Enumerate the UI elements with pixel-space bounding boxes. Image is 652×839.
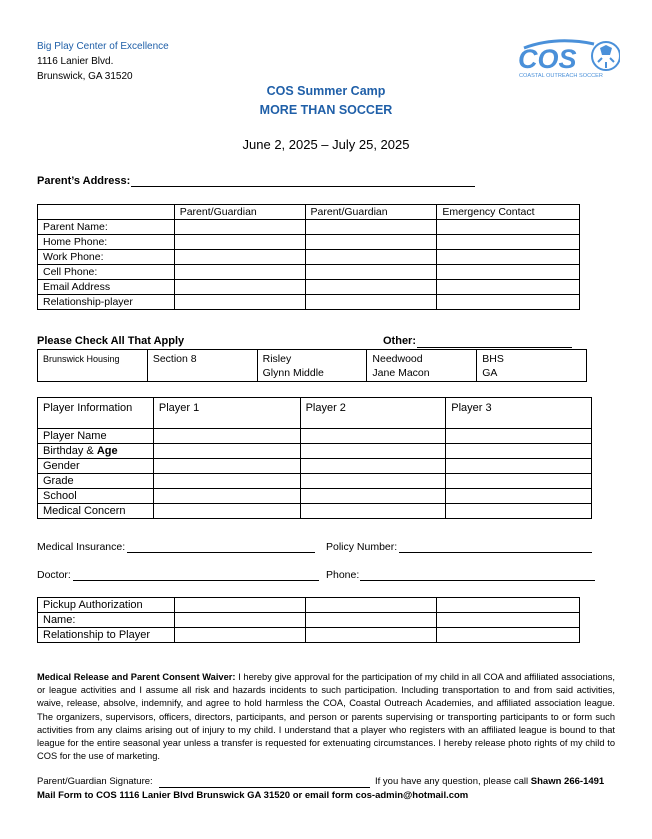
check-label: Please Check All That Apply <box>37 335 185 347</box>
other-line[interactable] <box>417 346 572 348</box>
input-cell[interactable] <box>437 250 580 265</box>
table-row <box>38 598 580 613</box>
input-cell[interactable] <box>300 504 446 519</box>
table-header: Parent/Guardian <box>174 205 305 220</box>
input-cell[interactable] <box>305 220 437 235</box>
option-label: Jane Macon <box>372 367 430 379</box>
signature-label: Parent/Guardian Signature: <box>37 776 153 787</box>
input-cell[interactable] <box>153 474 300 489</box>
input-cell[interactable] <box>300 429 446 444</box>
policy-label: Policy Number: <box>326 541 398 553</box>
doctor-label: Doctor: <box>37 569 71 581</box>
logo-subtext: COASTAL OUTREACH SOCCER <box>519 73 603 79</box>
cos-logo <box>516 38 620 80</box>
input-cell[interactable] <box>174 235 305 250</box>
org-city: Brunswick, GA 31520 <box>37 71 133 82</box>
input-cell[interactable] <box>174 628 305 643</box>
input-cell[interactable] <box>174 598 305 613</box>
table-header: Player Information <box>38 398 154 429</box>
option-label: GA <box>482 367 498 379</box>
input-cell[interactable] <box>437 295 580 310</box>
logo-text: COS <box>518 44 577 74</box>
table-row <box>38 628 580 643</box>
row-label: Cell Phone: <box>38 265 175 280</box>
check-option-brunswick-housing[interactable] <box>38 350 148 382</box>
row-label: Player Name <box>38 429 154 444</box>
input-cell[interactable] <box>174 250 305 265</box>
input-cell[interactable] <box>305 628 437 643</box>
insurance-label: Medical Insurance: <box>37 541 126 553</box>
input-cell[interactable] <box>153 459 300 474</box>
row-label: Medical Concern <box>38 504 154 519</box>
table-row <box>38 613 580 628</box>
parent-address-label: Parent’s Address: <box>37 175 131 187</box>
option-label: Glynn Middle <box>262 367 324 379</box>
input-cell[interactable] <box>437 598 580 613</box>
table-row <box>38 489 592 504</box>
waiver-body: I hereby give approval for the participation of my child in all COA and affiliated associations, or league activities and I assume all risk and hazards incidents to such participation. Including transportation to and from said activities, waive, release, absolve, indemnify, and agree to hold harmless the COA, Coastal Outreach Academies, and affiliated association league. The organizers, supervisors, officers, directors, participants, and person or parents supervising or transporting participants to or form such activities from any claims arising out of injury to my child. I understand that a player who registers with an affiliated league is bound to that league for the entire seasonal year unless a transfer is requested for extenuating circumstances. I hereby release photo rights of my child to COS for the use of marketing. <box>37 672 616 762</box>
input-cell[interactable] <box>437 265 580 280</box>
doctor-line[interactable] <box>73 579 319 581</box>
table-row <box>38 459 592 474</box>
input-cell[interactable] <box>153 429 300 444</box>
input-cell[interactable] <box>153 444 300 459</box>
table-row <box>38 250 580 265</box>
row-label <box>38 444 154 459</box>
input-cell[interactable] <box>446 459 592 474</box>
input-cell[interactable] <box>153 489 300 504</box>
option-label: BHS <box>482 353 504 365</box>
input-cell[interactable] <box>174 613 305 628</box>
parent-table-header <box>38 205 580 220</box>
pickup-table <box>37 597 580 643</box>
input-cell[interactable] <box>437 613 580 628</box>
table-row <box>38 265 580 280</box>
row-label: Pickup Authorization <box>38 598 175 613</box>
row-label: Home Phone: <box>38 235 175 250</box>
table-header: Player 1 <box>153 398 300 429</box>
row-label: Email Address <box>38 280 175 295</box>
input-cell[interactable] <box>437 235 580 250</box>
check-table <box>37 349 587 382</box>
input-cell[interactable] <box>305 235 437 250</box>
birthday-label: Birthday & <box>43 445 97 457</box>
table-row <box>38 429 592 444</box>
row-label: Parent Name: <box>38 220 175 235</box>
player-table <box>37 397 592 519</box>
contact-info: Shawn 266-1491 <box>530 776 605 787</box>
row-label: Grade <box>38 474 154 489</box>
camp-dates: June 2, 2025 – July 25, 2025 <box>242 137 410 152</box>
row-label: Relationship to Player <box>38 628 175 643</box>
waiver-heading: Medical Release and Parent Consent Waiver: <box>37 672 236 682</box>
row-label: Work Phone: <box>38 250 175 265</box>
table-header: Player 2 <box>300 398 446 429</box>
input-cell[interactable] <box>446 489 592 504</box>
table-header <box>38 205 175 220</box>
option-label: Section 8 <box>152 353 197 365</box>
input-cell[interactable] <box>174 280 305 295</box>
table-row <box>38 444 592 459</box>
table-header: Parent/Guardian <box>305 205 437 220</box>
input-cell[interactable] <box>305 613 437 628</box>
input-cell[interactable] <box>305 598 437 613</box>
camp-title: COS Summer Camp <box>266 84 386 98</box>
option-label: Needwood <box>372 353 423 365</box>
signature-line[interactable] <box>159 786 370 788</box>
input-cell[interactable] <box>446 474 592 489</box>
insurance-line[interactable] <box>127 551 315 553</box>
row-label: Relationship-player <box>38 295 175 310</box>
input-cell[interactable] <box>305 295 437 310</box>
input-cell[interactable] <box>300 489 446 504</box>
input-cell[interactable] <box>446 444 592 459</box>
input-cell[interactable] <box>446 504 592 519</box>
table-row <box>38 220 580 235</box>
table-row <box>38 474 592 489</box>
input-cell[interactable] <box>300 459 446 474</box>
input-cell[interactable] <box>305 265 437 280</box>
org-address-block <box>37 39 169 84</box>
policy-line[interactable] <box>399 551 592 553</box>
input-cell[interactable] <box>437 220 580 235</box>
camp-subtitle: MORE THAN SOCCER <box>259 103 393 117</box>
option-label: Risley <box>262 353 292 365</box>
phone-label: Phone: <box>326 569 360 581</box>
player-table-header <box>38 398 592 429</box>
table-row <box>38 504 592 519</box>
check-option-risley[interactable] <box>257 350 367 382</box>
question-row <box>375 776 604 787</box>
check-option-needwood[interactable] <box>367 350 477 382</box>
org-name: Big Play Center of Excellence <box>37 41 169 52</box>
input-cell[interactable] <box>305 250 437 265</box>
input-cell[interactable] <box>300 474 446 489</box>
table-row <box>38 295 580 310</box>
row-label: Gender <box>38 459 154 474</box>
input-cell[interactable] <box>446 429 592 444</box>
row-label: Name: <box>38 613 175 628</box>
age-label: Age <box>96 445 118 457</box>
table-header: Player 3 <box>446 398 592 429</box>
input-cell[interactable] <box>300 444 446 459</box>
input-cell[interactable] <box>437 628 580 643</box>
input-cell[interactable] <box>174 295 305 310</box>
table-row <box>38 280 580 295</box>
table-header: Emergency Contact <box>437 205 580 220</box>
input-cell[interactable] <box>174 220 305 235</box>
input-cell[interactable] <box>305 280 437 295</box>
signature-row <box>37 776 153 787</box>
question-text: If you have any question, please call <box>375 776 531 787</box>
input-cell[interactable] <box>437 280 580 295</box>
table-row <box>38 235 580 250</box>
input-cell[interactable] <box>174 265 305 280</box>
row-label: School <box>38 489 154 504</box>
waiver-paragraph <box>37 671 615 763</box>
check-option-bhs[interactable] <box>477 350 587 382</box>
option-label: Brunswick Housing <box>43 354 120 364</box>
check-option-section-8[interactable] <box>147 350 257 382</box>
parent-address-line[interactable] <box>131 185 475 187</box>
org-street: 1116 Lanier Blvd. <box>37 56 114 67</box>
mail-instructions: Mail Form to COS 1116 Lanier Blvd Brunswick GA 31520 or email form cos-admin@hotmail.com <box>37 790 469 801</box>
input-cell[interactable] <box>153 504 300 519</box>
phone-line[interactable] <box>360 579 595 581</box>
parent-table <box>37 204 580 310</box>
other-label: Other: <box>383 335 416 347</box>
